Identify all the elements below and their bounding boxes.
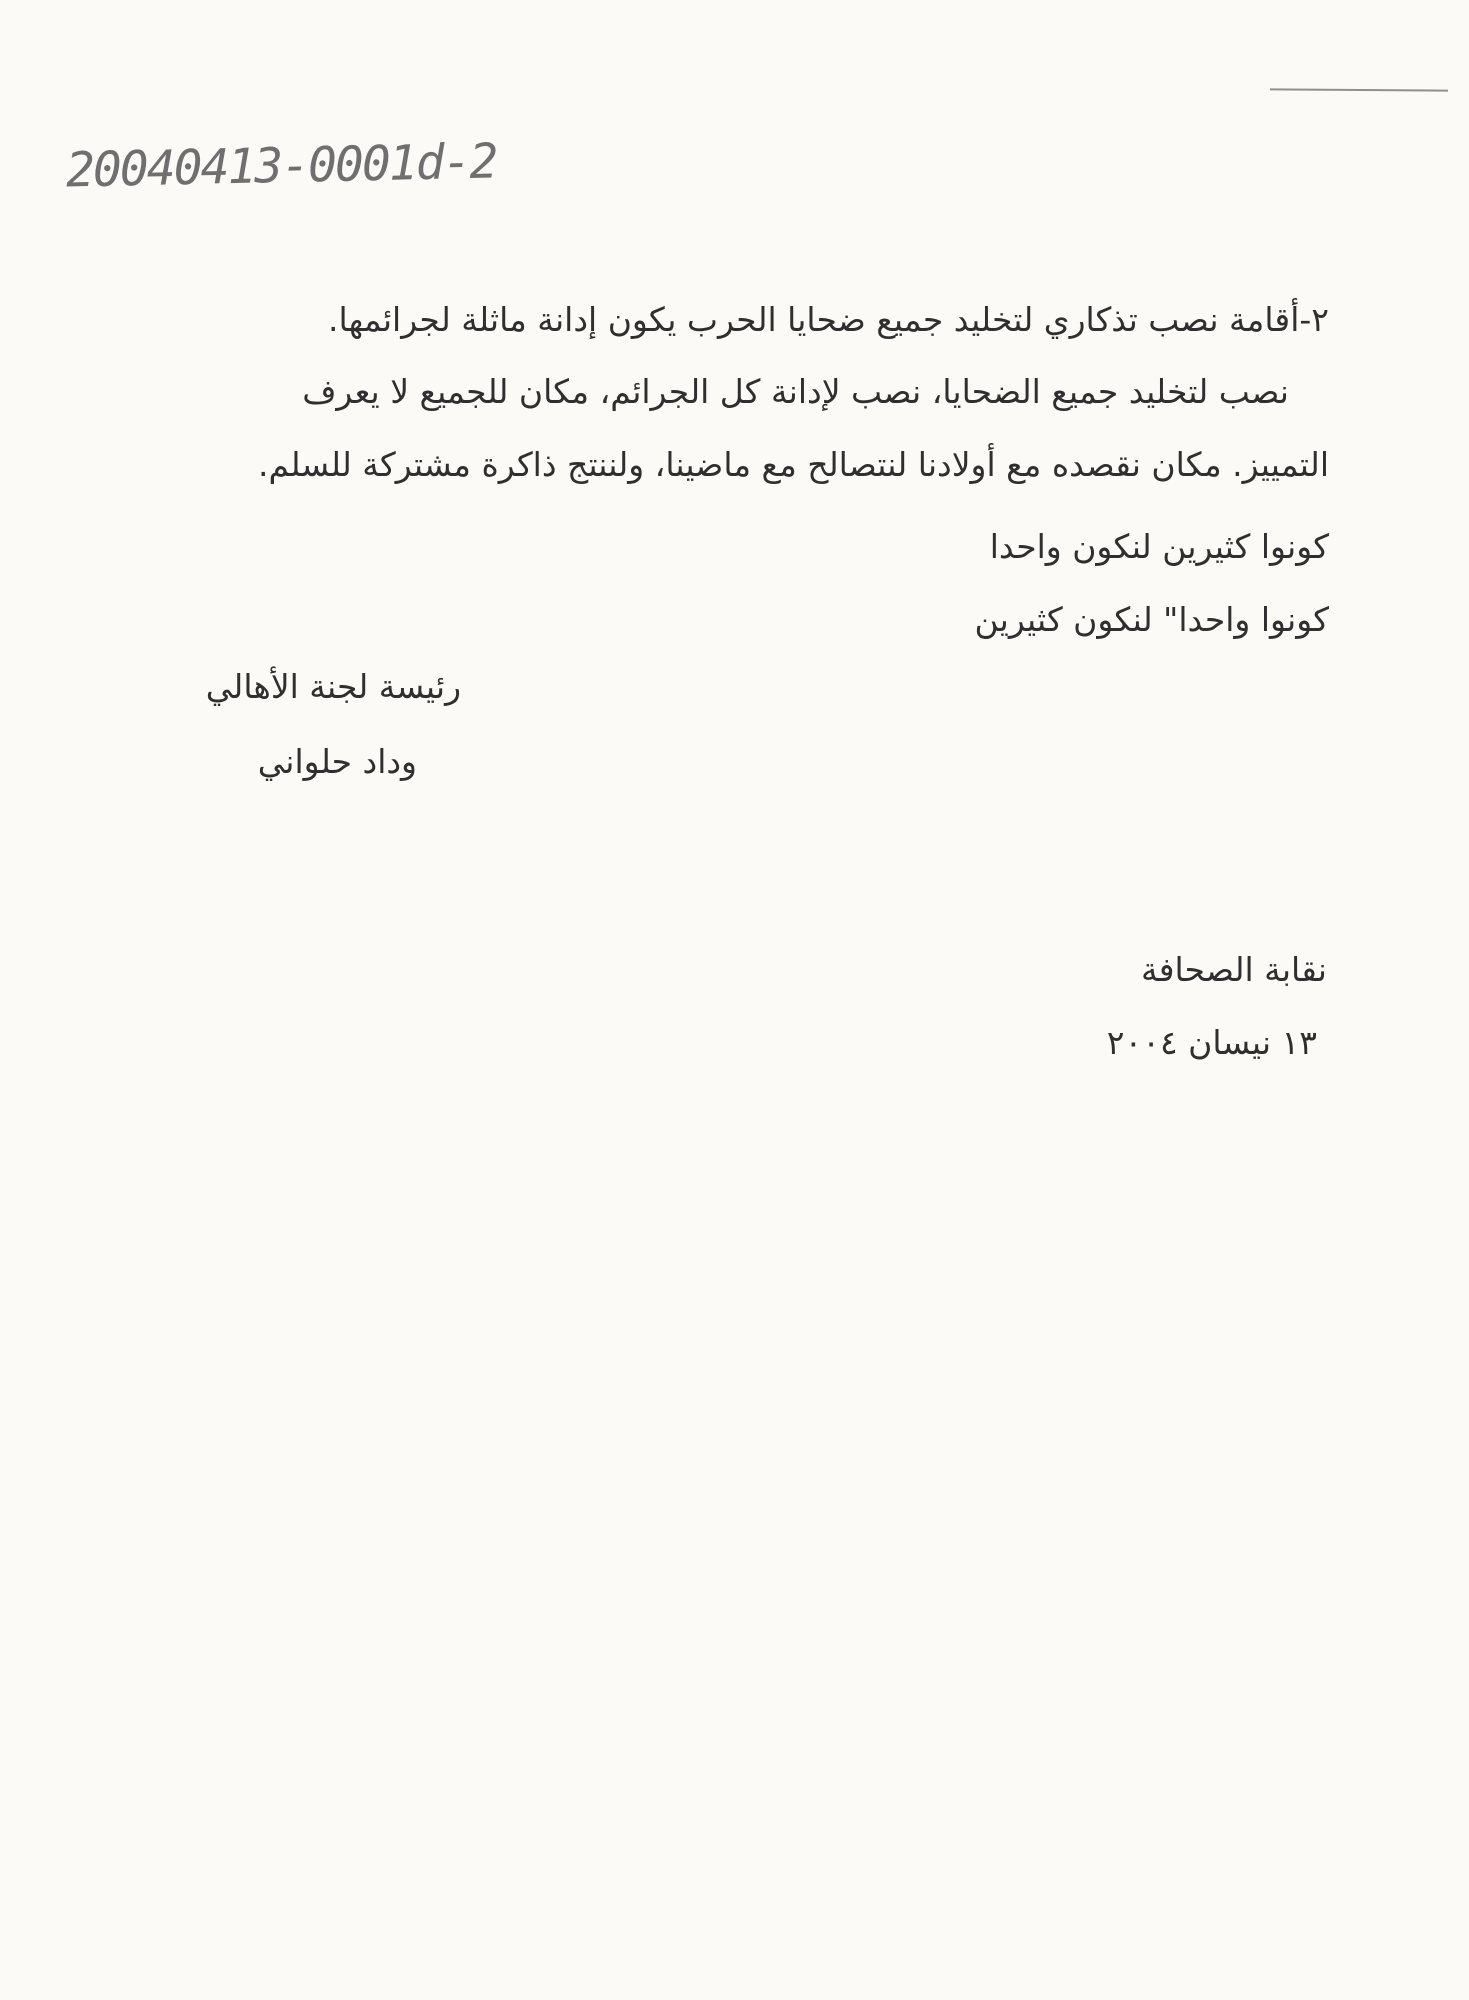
signature-name: وداد حلواني — [257, 742, 417, 781]
slogan-line-2: كونوا واحدا" لنكون كثيرين — [974, 600, 1329, 639]
document-date: ١٣ نيسان ٢٠٠٤ — [1106, 1023, 1317, 1062]
paragraph-line-2: نصب لتخليد جميع الضحايا، نصب لإدانة كل الجرائم، مكان للجميع لا يعرف — [302, 372, 1289, 411]
paragraph-line-1: ٢-أقامة نصب تذكاري لتخليد جميع ضحايا الحرب يكون إدانة ماثلة لجرائمها. — [328, 300, 1329, 339]
slogan-line-1: كونوا كثيرين لنكون واحدا — [989, 527, 1329, 566]
organization-name: نقابة الصحافة — [1141, 950, 1327, 989]
top-rule-line — [1270, 88, 1448, 91]
handwritten-reference-number: 20040413-0001d-2 — [65, 133, 497, 199]
paragraph-line-3: التمييز. مكان نقصده مع أولادنا لنتصالح مع ماضينا، ولننتج ذاكرة مشتركة للسلم. — [258, 445, 1329, 484]
signature-role: رئيسة لجنة الأهالي — [205, 667, 461, 706]
